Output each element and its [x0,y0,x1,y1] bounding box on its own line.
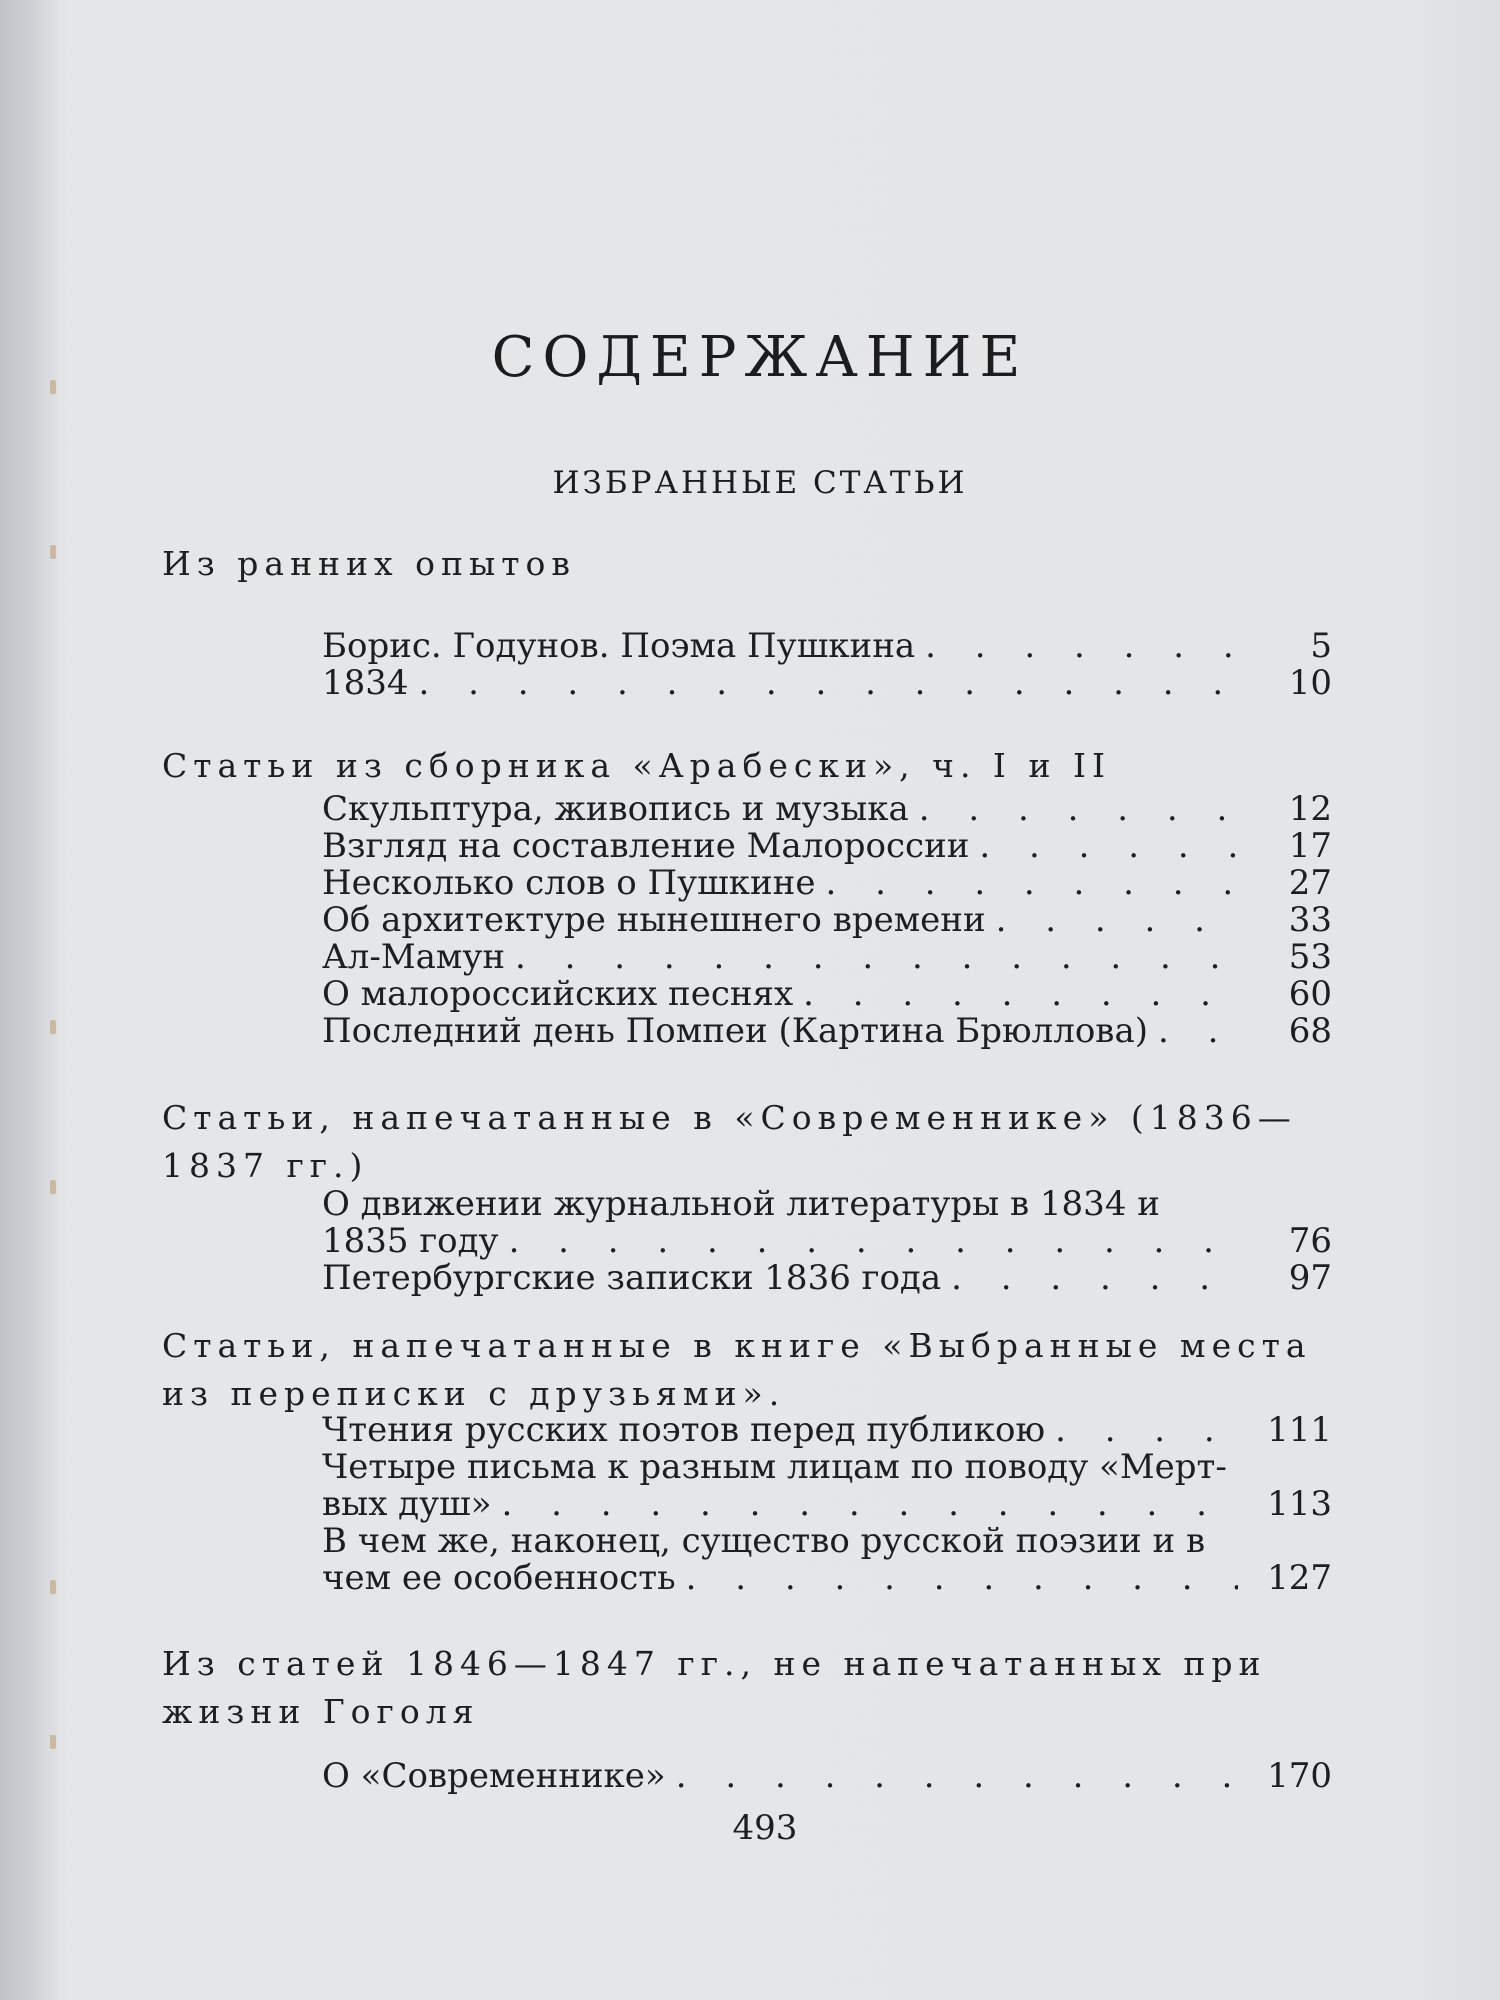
page-subtitle: ИЗБРАННЫЕ СТАТЬИ [552,465,968,501]
heading-line: 1837 гг.) [162,1146,369,1185]
entry-page: 27 [1288,863,1332,903]
entry-page: 53 [1288,937,1332,977]
entry-title: О малороссийских песнях [322,974,794,1014]
binding-stitch [50,1735,56,1749]
entry-title-line: вых душ» [322,1484,492,1524]
entry-page: 68 [1288,1011,1332,1051]
heading-line: Из статей 1846—1847 гг., не напечатанных при [162,1644,1267,1683]
heading-line: Статьи, напечатанные в книге «Выбранные места [162,1326,1312,1365]
entry-title: Об архитектуре нынешнего времени [322,900,986,940]
leader-dots [951,1260,1238,1297]
binding-stitch [50,1020,56,1034]
heading-line: из переписки с друзьями». [162,1374,786,1413]
entry-page: 113 [1267,1484,1332,1524]
entry-title: Борис. Годунов. Поэма Пушкина [322,626,916,666]
entry-title-line: 1835 году [322,1221,499,1261]
leader-dots [979,828,1238,865]
entry-page: 170 [1267,1756,1332,1796]
entry-title: Петербургские записки 1836 года [322,1258,942,1298]
entry-title: О «Современнике» [322,1756,666,1796]
section-heading-arabeski: Статьи из сборника «Арабески», ч. I и II [162,746,1112,785]
entry-title: Скульптура, живопись и музыка [322,789,909,829]
section-heading-vybrannye-mesta [162,1322,1332,1418]
entry-page: 10 [1288,663,1332,703]
binding-stitch [50,1580,56,1594]
toc-entry [322,1758,1332,1795]
entry-title: Чтения русских поэтов перед публикою [322,1410,1046,1450]
section-heading-sovremennik [162,1094,1332,1190]
entry-page: 127 [1267,1558,1332,1598]
entry-title: Несколько слов о Пушкине [322,863,816,903]
leader-dots [925,628,1238,665]
entry-title-line: О движении журнальной литературы в 1834 и [322,1184,1160,1224]
entry-page: 111 [1267,1410,1332,1450]
binding-stitch [50,1180,56,1194]
entry-title: Последний день Помпеи (Картина Брюллова) [322,1011,1148,1051]
leader-dots [996,902,1238,939]
entry-title: Ал-Мамун [322,937,506,977]
section-heading-unpublished [162,1640,1332,1736]
entry-title: Взгляд на составление Малороссии [322,826,970,866]
leader-dots [676,1758,1238,1795]
toc-entry [322,1412,1332,1597]
page-title: СОДЕРЖАНИЕ [491,325,1029,390]
section-heading-early-works: Из ранних опытов [162,544,576,583]
entry-title-line: Четыре письма к разным лицам по поводу «Мерт- [322,1447,1227,1487]
leader-dots [1055,1412,1238,1449]
heading-line: жизни Гоголя [162,1692,480,1731]
leader-dots [419,665,1238,702]
entry-title-line: В чем же, наконец, существо русской поэзии и в [322,1521,1206,1561]
leader-dots [803,976,1238,1013]
entry-page: 5 [1310,626,1332,666]
leader-dots [502,1486,1238,1523]
page-number: 493 [732,1808,798,1848]
entry-page: 12 [1288,789,1332,829]
entry-title: 1834 [322,663,409,703]
heading-line: Статьи, напечатанные в «Современнике» (1836— [162,1098,1297,1137]
toc-entry [322,1186,1332,1297]
entry-page: 60 [1288,974,1332,1014]
toc-entry [322,791,1332,1050]
book-binding [0,0,62,2000]
entry-title-line: чем ее особенность [322,1558,676,1598]
binding-stitch [50,545,56,559]
leader-dots [509,1223,1238,1260]
leader-dots [515,939,1238,976]
leader-dots [686,1560,1238,1597]
entry-page: 76 [1288,1221,1332,1261]
leader-dots [825,865,1238,902]
entry-page: 17 [1288,826,1332,866]
toc-entry [322,628,1332,702]
leader-dots [919,791,1238,828]
leader-dots [1158,1013,1238,1050]
entry-page: 97 [1288,1258,1332,1298]
entry-page: 33 [1288,900,1332,940]
